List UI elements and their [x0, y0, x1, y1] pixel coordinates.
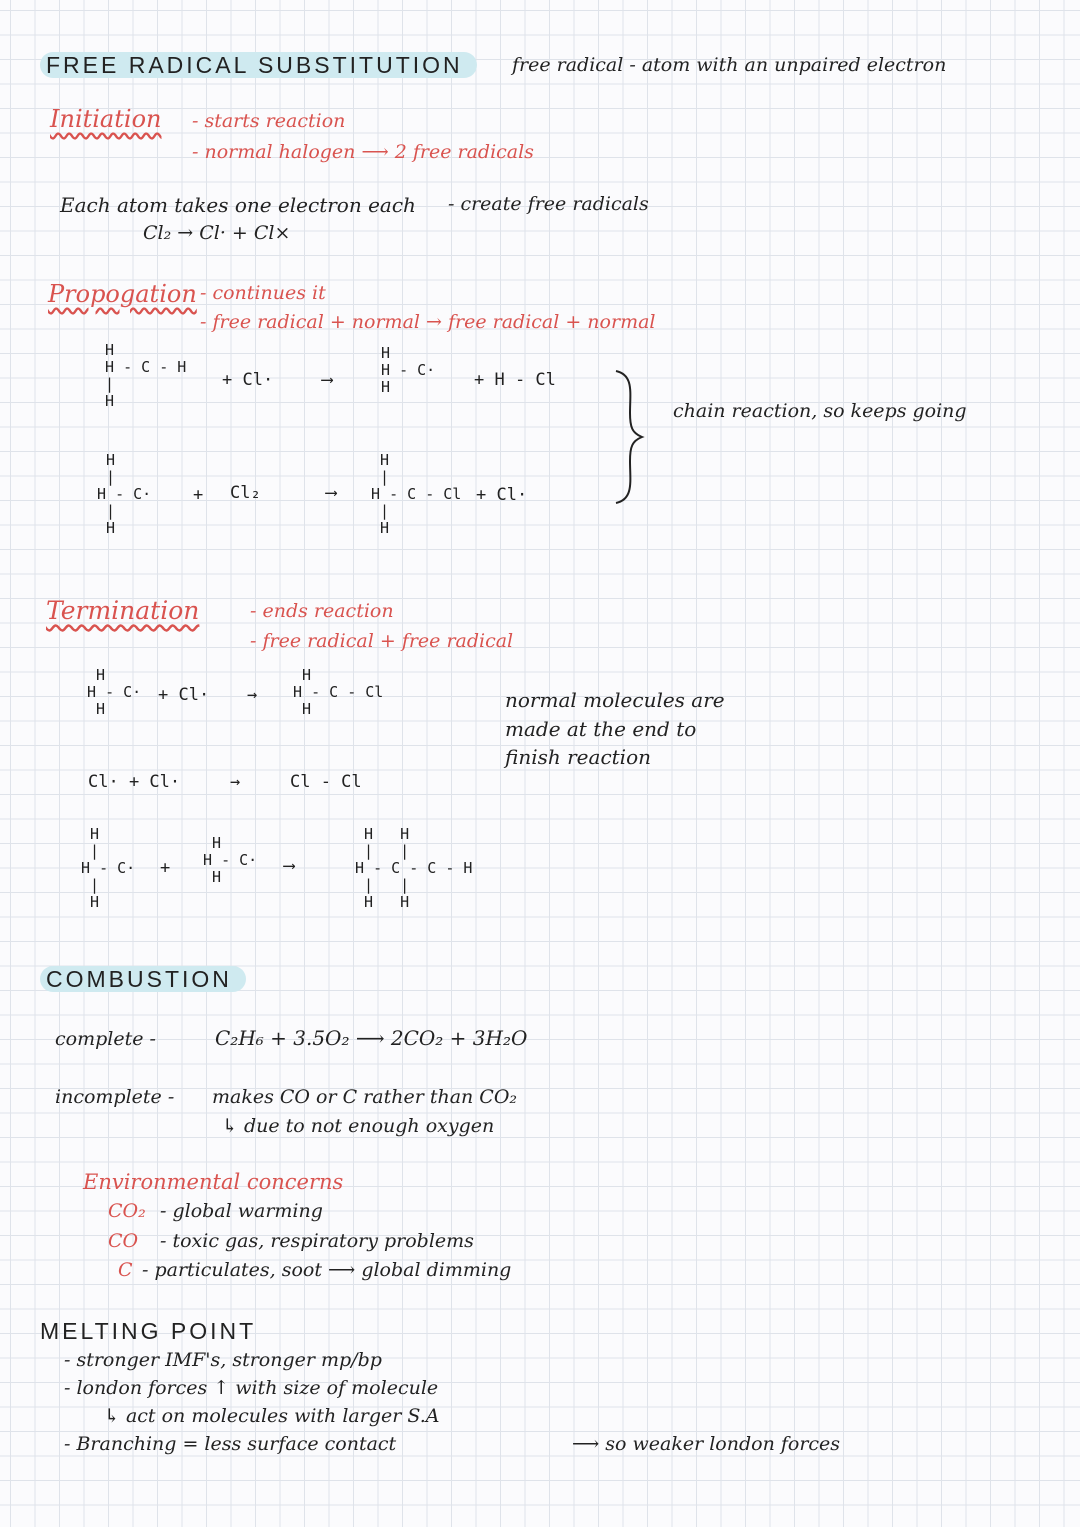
env-formula-co2: CO₂: [108, 1200, 146, 1222]
env-formula-c: C: [118, 1259, 133, 1281]
chain-reaction-note: chain reaction, so keeps going: [673, 400, 967, 422]
propagation-step1-radical: + Cl·: [222, 370, 274, 390]
termination-step3-arrow: ⟶: [284, 856, 295, 876]
propagation-point-1: - continues it: [200, 282, 326, 304]
section-title-frs: FREE RADICAL SUBSTITUTION: [40, 52, 477, 79]
propagation-step1-arrow: ⟶: [322, 370, 333, 390]
complete-equation: C₂H₆ + 3.5O₂ ⟶ 2CO₂ + 3H₂O: [215, 1026, 528, 1050]
melting-point-2: - london forces ↑ with size of molecule: [64, 1377, 439, 1399]
complete-label: complete -: [55, 1028, 156, 1050]
incomplete-reason: ↳ due to not enough oxygen: [222, 1115, 495, 1137]
melting-point-1: - stronger IMF's, stronger mp/bp: [64, 1349, 382, 1371]
environmental-heading: Environmental concerns: [83, 1170, 344, 1194]
termination-step3-plus: +: [160, 858, 171, 878]
termination-step3-product: H H | | H - C - C - H | | H H: [355, 825, 473, 911]
termination-step1-arrow: →: [247, 685, 258, 705]
free-radical-definition: free radical - atom with an unpaired electron: [512, 54, 947, 76]
termination-step1-product: H H - C - Cl H: [293, 666, 384, 718]
propagation-step1-byproduct: + H - Cl: [474, 370, 556, 390]
termination-step2-reactants: Cl· + Cl·: [88, 772, 181, 792]
termination-note-2: made at the end to: [505, 717, 697, 741]
propagation-step2-byproduct: + Cl·: [476, 485, 528, 505]
termination-note-1: normal molecules are: [505, 688, 725, 712]
initiation-note-right: - create free radicals: [448, 193, 649, 215]
env-formula-co: CO: [108, 1230, 139, 1252]
melting-point-4: - Branching = less surface contact: [64, 1433, 397, 1455]
env-text-co2: - global warming: [160, 1200, 323, 1222]
initiation-point-2: - normal halogen ⟶ 2 free radicals: [192, 141, 534, 163]
melting-point-3: ↳ act on molecules with larger S.A: [104, 1405, 440, 1427]
propagation-heading: Propogation: [48, 280, 197, 308]
propagation-step2-product: H | H - C - Cl | H: [371, 451, 462, 537]
propagation-point-2: - free radical + normal → free radical + normal: [200, 311, 656, 333]
termination-step2-product: Cl - Cl: [290, 772, 362, 792]
termination-step3-reactant-a: H | H - C· | H: [81, 825, 136, 911]
initiation-equation: Cl₂ → Cl· + Cl×: [143, 222, 291, 244]
propagation-step1-reactant: H H - C - H | H: [105, 341, 187, 410]
termination-step1-radical: + Cl·: [158, 685, 210, 705]
propagation-step2-molecule: Cl₂: [230, 483, 261, 503]
initiation-point-1: - starts reaction: [192, 110, 346, 132]
termination-step2-arrow: →: [230, 772, 241, 792]
chain-brace: [610, 365, 650, 510]
env-text-co: - toxic gas, respiratory problems: [160, 1230, 474, 1252]
initiation-note: Each atom takes one electron each: [60, 193, 416, 217]
propagation-step2-plus: +: [193, 485, 204, 505]
section-title-melting-point: MELTING POINT: [40, 1318, 257, 1344]
termination-heading: Termination: [46, 596, 200, 625]
env-text-c: - particulates, soot ⟶ global dimming: [142, 1259, 512, 1281]
termination-point-2: - free radical + free radical: [250, 630, 514, 652]
initiation-heading: Initiation: [50, 105, 162, 133]
propagation-step2-arrow: ⟶: [326, 483, 337, 503]
branching-result: ⟶ so weaker london forces: [572, 1433, 841, 1455]
termination-step3-reactant-b: H H - C· H: [203, 834, 258, 886]
incomplete-label: incomplete -: [55, 1086, 175, 1108]
section-title-combustion: COMBUSTION: [40, 966, 246, 993]
propagation-step1-product: H H - C· H: [381, 344, 436, 396]
termination-step1-reactant: H H - C· H: [87, 666, 142, 718]
propagation-step2-reactant: H | H - C· | H: [97, 451, 152, 537]
termination-note-3: finish reaction: [505, 745, 651, 769]
termination-point-1: - ends reaction: [250, 600, 394, 622]
incomplete-text: makes CO or C rather than CO₂: [212, 1086, 518, 1108]
